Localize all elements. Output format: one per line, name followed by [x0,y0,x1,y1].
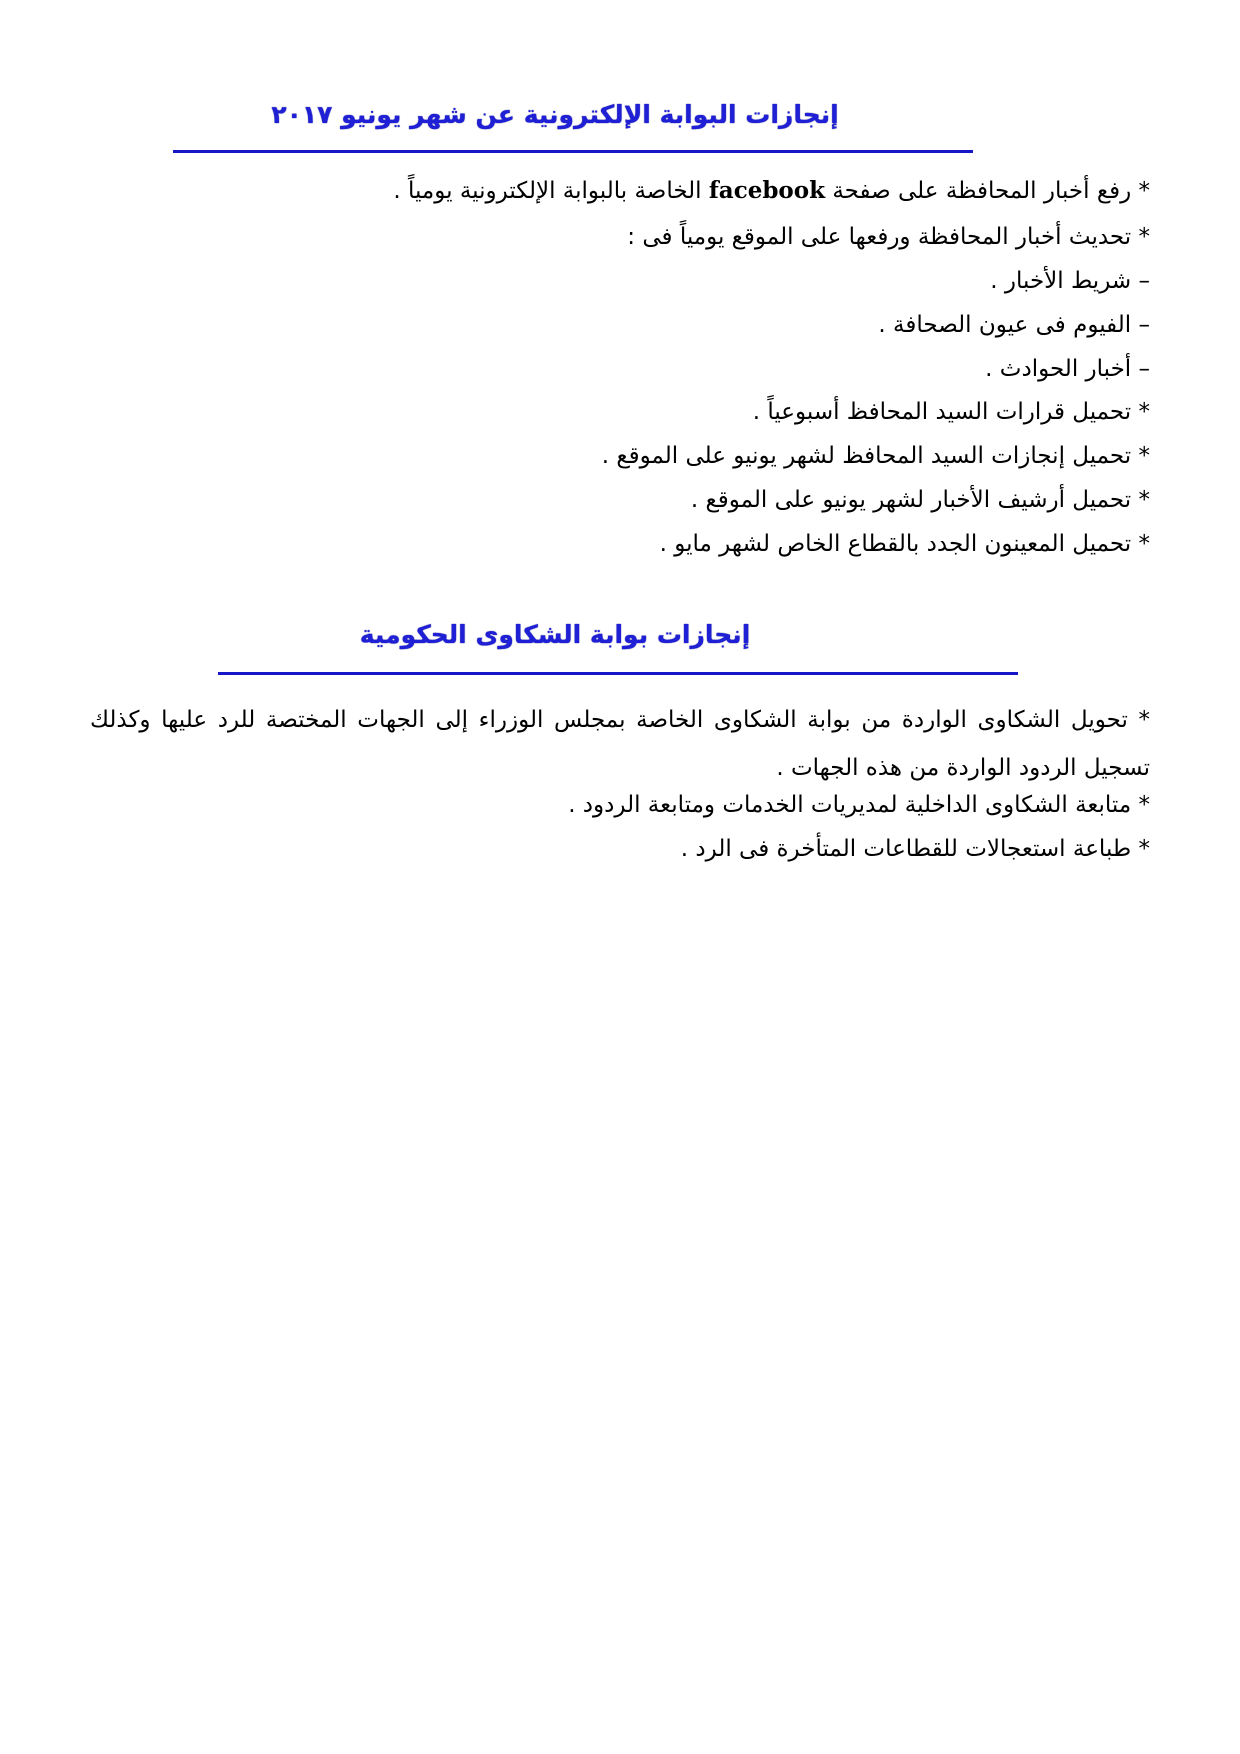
item-text: الفيوم فى عيون الصحافة . [878,312,1132,338]
item-text: تحميل إنجازات السيد المحافظ لشهر يونيو على الموقع . [601,443,1132,469]
portal-subitem-news-ticker [990,266,1150,296]
complaints-heading: إنجازات بوابة الشكاوى الحكومية [359,620,751,649]
item-text: تحديث أخبار المحافظة ورفعها على الموقع يومياً فى : [627,224,1132,250]
item-marker: – [1138,268,1150,294]
portal-item-update-news [627,222,1150,252]
complaints-item-followup [568,790,1150,820]
portal-subitem-press [878,310,1150,340]
portal-item-facebook [393,176,1150,206]
complaints-heading-underline [218,672,1018,675]
item-text: أخبار الحوادث . [985,356,1132,382]
facebook-word: facebook [708,177,826,204]
item-text: الخاصة بالبوابة الإلكترونية يومياً . [393,178,709,204]
portal-heading: إنجازات البوابة الإلكترونية عن شهر يونيو ٢٠١٧ [271,100,839,129]
portal-item-new-appointees [660,529,1150,559]
item-text: تحميل أرشيف الأخبار لشهر يونيو على الموقع . [690,487,1132,513]
item-marker: * [1138,178,1150,204]
item-text: شريط الأخبار . [990,268,1132,294]
portal-heading-underline [173,150,973,153]
portal-item-governor-achievements [602,441,1150,471]
portal-item-decisions [753,397,1150,427]
item-marker: * [1138,399,1150,425]
item-marker: * [1138,443,1150,469]
item-marker: * [1138,224,1150,250]
item-text: طباعة استعجالات للقطاعات المتأخرة فى الرد . [680,836,1132,862]
item-marker: – [1138,312,1150,338]
item-marker: * [1138,836,1150,862]
item-text: رفع أخبار المحافظة على صفحة [825,178,1132,204]
portal-subitem-accidents [985,354,1150,384]
item-marker: * [1138,792,1150,818]
item-text: تحميل المعينون الجدد بالقطاع الخاص لشهر مايو . [659,531,1132,557]
portal-item-news-archive [691,485,1150,515]
complaints-item-transfer: * تحويل الشكاوى الواردة من بوابة الشكاوى الخاصة بمجلس الوزراء إلى الجهات المختصة للرد عليها وكذلك تسجيل الردود الواردة من هذه الجهات . [90,707,1150,781]
item-text: تحميل قرارات السيد المحافظ أسبوعياً . [752,399,1132,425]
item-marker: * [1138,531,1150,557]
complaints-item-urgent-notices [681,834,1150,864]
item-marker: – [1138,356,1150,382]
item-marker: * [1138,487,1150,513]
item-text: متابعة الشكاوى الداخلية لمديريات الخدمات ومتابعة الردود . [568,792,1132,818]
